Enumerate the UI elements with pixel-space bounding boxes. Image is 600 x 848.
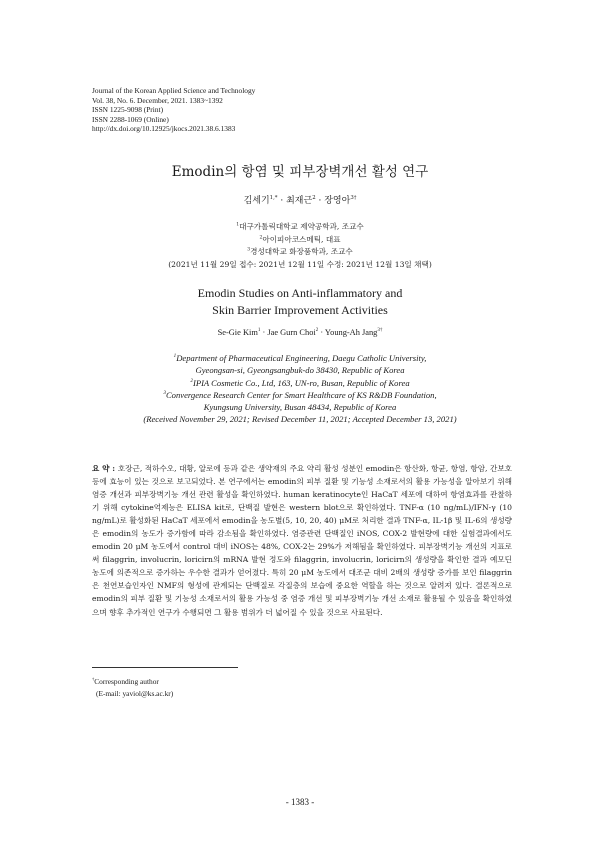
author-name: Se-Gie Kim [217,328,258,337]
author-name: 장영아 [324,196,351,206]
page-number: - 1383 - [285,797,315,807]
affiliation-line [0,352,600,364]
author-separator: · [318,328,325,337]
title-english-line1: Emodin Studies on Anti-inflammatory and [197,286,403,300]
corresponding-sup: † [92,676,95,682]
affiliation-sup: 1 [173,353,177,360]
affiliation-text: 경성대학교 화장품학과, 조교수 [250,247,353,256]
abstract [92,462,512,619]
affiliation-sup: 2 [190,377,193,384]
author-separator: · [260,328,268,337]
affiliation-text: Department of Pharmaceutical Engineering, Daegu Catholic University, [176,353,427,363]
corresponding-label: Corresponding author [94,677,159,686]
affiliation-text: Kyungsung University, Busan 48434, Republic of Korea [203,402,397,413]
authors-english [0,328,600,337]
author-sup: 3† [377,328,383,334]
affiliation-text: 아이피아코스메틱, 대표 [262,234,341,244]
author-sup: 1 [257,328,261,334]
affiliation-line [0,377,600,389]
affiliation-sup: 3 [247,247,251,253]
authors-korean [0,193,600,206]
affiliation-text: Gyeongsan-si, Gyeongsangbuk-do 38430, Republic of Korea [195,365,405,376]
author-sup: 3† [350,195,357,201]
affiliation-line [0,234,600,247]
issn-online: ISSN 2288-1069 (Online) [92,114,169,124]
affiliation-line [0,364,600,376]
corresponding-author-note [92,676,173,700]
abstract-label: 요 약 : [92,464,118,473]
corresponding-email: (E-mail: yaviol@ks.ac.kr) [96,689,174,698]
author-separator: · [277,196,287,206]
affiliation-line [0,389,600,401]
author-name: Jae Gurn Choi [267,328,316,337]
affiliation-sup: 3 [163,390,166,397]
affiliation-text: 대구가톨릭대학교 제약공학과, 조교수 [239,222,364,231]
dates-korean: (2021년 11월 29일 접수: 2021년 12월 11일 수정: 2021년 12월 13일 채택) [168,259,432,269]
affiliation-sup: 1 [236,222,240,228]
affiliation-line [0,246,600,259]
journal-header [92,86,255,134]
author-name: Young-Ah Jang [324,328,378,337]
footnote-divider [92,667,238,668]
journal-name: Journal of the Korean Applied Science and Technology [92,86,256,95]
author-separator: · [315,196,325,206]
author-sup: 2 [315,328,319,334]
dates-english: (Received November 29, 2021; Revised December 11, 2021; Accepted December 13, 2021) [143,414,457,425]
affiliation-text: IPIA Cosmetic Co., Ltd, 163, UN-ro, Busan, Republic of Korea [192,377,410,388]
affiliation-line [0,401,600,413]
doi-link[interactable]: http://dx.doi.org/10.12925/jkocs.2021.38.6.1383 [92,124,236,134]
title-english [0,285,600,319]
title-korean: Emodin의 항염 및 피부장벽개선 활성 연구 [171,164,429,180]
affiliation-line [0,221,600,234]
affiliations-korean [0,221,600,271]
journal-issue: Vol. 38, No. 6. December, 2021. 1383~1392 [92,95,223,105]
author-sup: 1,* [269,195,278,201]
author-name: 김세기 [243,196,270,206]
affiliation-sup: 2 [259,234,263,240]
title-english-line2: Skin Barrier Improvement Activities [212,303,388,317]
affiliations-english [0,352,600,426]
affiliation-text: Convergence Research Center for Smart Healthcare of KS R&DB Foundation, [165,389,437,400]
author-sup: 2 [312,195,316,201]
issn-print: ISSN 1225-9098 (Print) [92,105,164,115]
abstract-text: 호장근, 적하수오, 대황, 알로에 등과 같은 생약재의 주요 약리 활성 성분인 emodin은 항산화, 항균, 항염, 항암, 간보호 등에 효능이 있는 것으로 보고되었다. 본 연구에서는 emodin의 피부 질환 및 기능성 소재로서의 활용 가능성을 알아보기 위해 염증 개선과 피부장벽기능 개선 관련 활성을 확인하였다. human keratinocyte인 HaCaT 세포에 대하여 항염효과를 관찰하기 위해 cytokine억제능은 ELISA kit로, 단백질 발현은 western blot으로 확인하였다. TNF-α (10 ng/mL)/IFN-γ (10 ng/mL)로 활성화된 HaCaT 세포에서 emodin을 농도별(5, 10, 20, 40) μM로 처리한 결과 TNF-α, IL-1β 및 IL-6의 생성량은 emodin의 농도가 증가함에 따라 감소됨을 확인하였다. 염증관련 단백질인 iNOS, COX-2 발현량에 대한 실험결과에서도 emodin 20 μM 농도에서 control 대비 iNOS는 48%, COX-2는 29%가 저해됨을 확인하였다. 피부장벽기능 개선의 지표로써 filaggrin, involucrin, loricirn의 mRNA 발현 정도와 filaggrin, involucrin, loricirn의 생성량을 확인한 결과 예모딘 농도에 의존적으로 증가하는 우수한 결과가 얻어졌다. 특히 20 μM 농도에서 대조군 대비 2배의 생성량 증가를 보인 filaggrin은 천연보습인자인 NMF의 형성에 관계되는 단백질로 각질층의 보습에 중요한 역할을 하는 것으로 알려져 있다. 결론적으로 emodin의 피부 질환 및 기능성 소재로서의 활용 가능성 중 염증 개선 및 피부장벽기능 개선 소재로 활용될 수 있음을 확인하였으며 향후 추가적인 연구가 수행되면 그 활용 범위가 더 넓어질 수 있을 것으로 사료된다. [92,464,512,617]
author-name: 최재근 [286,196,313,206]
